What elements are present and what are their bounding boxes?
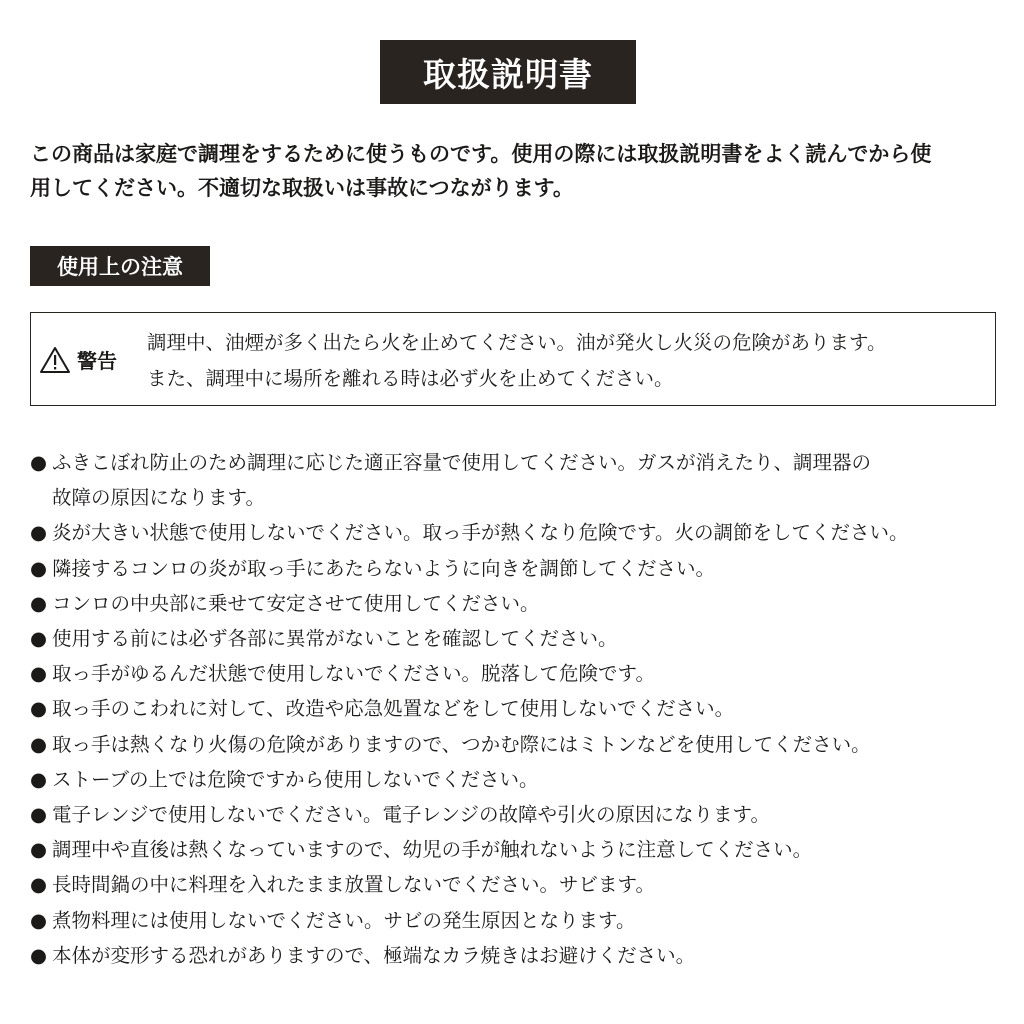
bullet-dot: ● <box>30 662 48 686</box>
list-item-text: 本体が変形する恐れがありますので、極端なカラ焼きはお避けください。 <box>52 943 696 967</box>
list-item-text: 取っ手のこわれに対して、改造や応急処置などをして使用しないでください。 <box>52 697 735 721</box>
list-item-text: 取っ手がゆるんだ状態で使用しないでください。脱落して危険です。 <box>52 662 655 686</box>
warning-text <box>147 325 886 397</box>
bullet-dot: ● <box>30 627 48 651</box>
bullet-dot: ● <box>30 943 48 967</box>
list-item-text: 取っ手は熱くなり火傷の危険がありますので、つかむ際にはミトンなどを使用してください。 <box>52 732 871 756</box>
bullet-dot: ● <box>30 556 48 580</box>
warning-tag <box>39 345 117 374</box>
list-item-text: 電子レンジで使用しないでください。電子レンジの故障や引火の原因になります。 <box>52 803 770 827</box>
list-item <box>30 445 1010 515</box>
list-item <box>30 797 1010 832</box>
intro-paragraph <box>30 137 990 205</box>
list-item-text: 故障の原因になります。 <box>52 486 265 510</box>
list-item-text: 調理中や直後は熱くなっていますので、幼児の手が触れないように注意してください。 <box>52 838 813 862</box>
bullet-dot: ● <box>30 803 48 827</box>
bullet-dot: ● <box>30 908 48 932</box>
intro-line: この商品は家庭で調理をするために使うものです。使用の際には取扱説明書をよく読んでから使 <box>30 142 932 166</box>
list-item-text: 長時間鍋の中に料理を入れたまま放置しないでください。サビます。 <box>52 873 655 897</box>
list-item <box>30 903 1010 938</box>
list-item <box>30 621 1010 656</box>
intro-line: 用してください。不適切な取扱いは事故につながります。 <box>30 176 574 200</box>
list-item-text: 煮物料理には使用しないでください。サビの発生原因となります。 <box>52 908 636 932</box>
list-item <box>30 551 1010 586</box>
list-item <box>30 586 1010 621</box>
section-heading-precautions <box>30 246 210 286</box>
bullet-dot: ● <box>30 732 48 756</box>
bullet-dot: ● <box>30 697 48 721</box>
bullet-dot: ● <box>30 521 48 545</box>
precaution-list <box>30 445 1010 973</box>
document-title <box>380 40 636 104</box>
warning-line: 調理中、油煙が多く出たら火を止めてください。油が発火し火災の危険があります。 <box>147 331 887 354</box>
list-item <box>30 691 1010 726</box>
list-item <box>30 938 1010 973</box>
list-item-text: 使用する前には必ず各部に異常がないことを確認してください。 <box>52 627 618 651</box>
list-item <box>30 832 1010 867</box>
list-item <box>30 656 1010 691</box>
list-item <box>30 762 1010 797</box>
bullet-dot: ● <box>30 451 48 474</box>
list-item <box>30 727 1010 762</box>
list-item-text: ストーブの上では危険ですから使用しないでください。 <box>52 767 539 791</box>
list-item <box>30 867 1010 902</box>
list-item-text: ふきこぼれ防止のため調理に応じた適正容量で使用してください。ガスが消えたり、調理器の <box>52 451 872 474</box>
bullet-dot: ● <box>30 767 48 791</box>
document-title-text: 取扱説明書 <box>423 54 593 94</box>
warning-triangle-icon <box>39 346 71 374</box>
list-item-text: 炎が大きい状態で使用しないでください。取っ手が熱くなり危険です。火の調節をしてください。 <box>52 521 909 545</box>
section-heading-text: 使用上の注意 <box>57 255 183 279</box>
warning-line: また、調理中に場所を離れる時は必ず火を止めてください。 <box>147 367 674 390</box>
list-item <box>30 515 1010 550</box>
warning-label: 警告 <box>77 349 117 373</box>
bullet-dot: ● <box>30 591 48 615</box>
list-item-text: 隣接するコンロの炎が取っ手にあたらないように向きを調節してください。 <box>52 556 716 580</box>
bullet-dot: ● <box>30 838 48 862</box>
warning-box <box>30 312 996 406</box>
list-item-text: コンロの中央部に乗せて安定させて使用してください。 <box>52 591 540 615</box>
bullet-dot: ● <box>30 873 48 897</box>
